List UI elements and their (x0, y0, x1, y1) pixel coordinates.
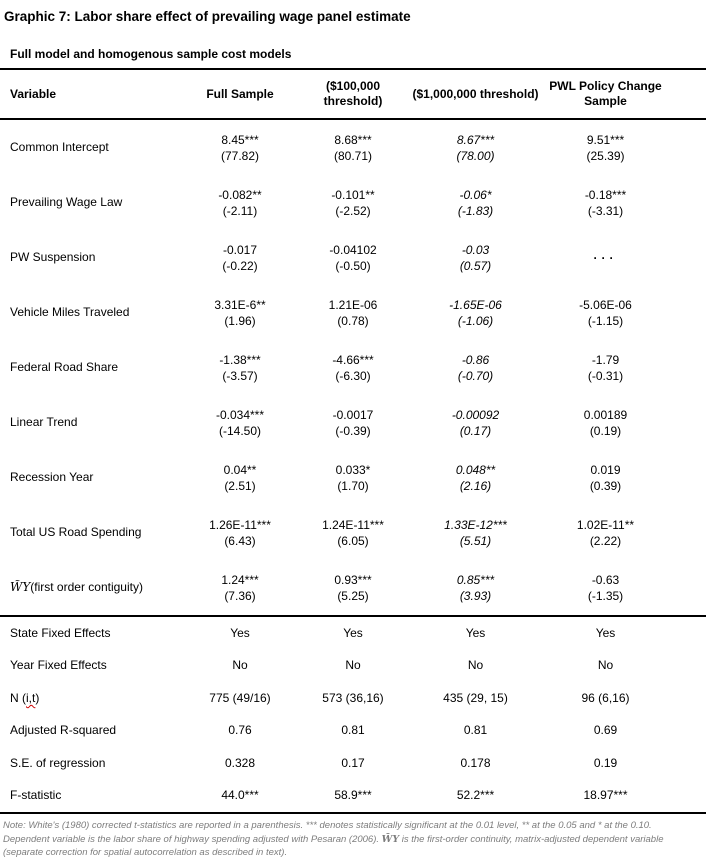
summary-value: 0.17 (341, 755, 365, 770)
summary-label (0, 691, 182, 706)
note-line-2-text: is the first-order continuity, matrix-adjusted dependent variable (399, 833, 664, 845)
coefficient-value: -5.06E-06 (579, 297, 632, 312)
summary-value: Yes (595, 625, 616, 640)
coefficient-value: -4.66*** (332, 352, 374, 367)
t-statistic-value: (6.05) (337, 533, 369, 548)
t-statistic-value: (0.17) (459, 423, 492, 438)
summary-label: State Fixed Effects (10, 625, 111, 640)
coefficient-value: 8.68*** (334, 132, 372, 147)
coefficient-value: -0.04102 (329, 242, 377, 257)
coefficient-value: -0.06* (459, 187, 492, 202)
t-statistic-value: (-3.57) (222, 368, 258, 383)
estimate-cell (298, 560, 408, 615)
t-statistic-value: (-0.70) (457, 368, 494, 383)
t-statistic-value: (-6.30) (335, 368, 371, 383)
t-statistic-value: (-3.31) (587, 203, 624, 218)
note-line-2-text: Dependent variable is the labor share of highway spending adjusted with Pesaran (2006). (3, 833, 382, 845)
table-note (0, 819, 706, 860)
summary-row-adjusted-r-squared (0, 715, 706, 748)
coefficient-value: -0.63 (591, 572, 620, 587)
coefficient-value: 3.31E-6** (214, 297, 266, 312)
estimate-cell (182, 285, 298, 340)
summary-value: Yes (343, 625, 363, 640)
t-statistic-value: (0.57) (459, 258, 492, 273)
coefficient-value: 1.26E-11*** (209, 517, 271, 532)
estimate-cell (543, 450, 706, 505)
estimate-cell (543, 340, 706, 395)
t-statistic-value: (80.71) (333, 148, 373, 163)
summary-value: 58.9*** (334, 788, 372, 803)
t-statistic-value: (2.16) (459, 478, 492, 493)
summary-value: 573 (36,16) (322, 690, 384, 705)
estimate-cell (182, 340, 298, 395)
t-statistic-value: (1.96) (224, 313, 256, 328)
estimate-cell (408, 120, 543, 175)
t-statistic-value: (3.93) (459, 588, 492, 603)
coefficient-value: 0.00189 (583, 407, 628, 422)
t-statistic-value: (0.39) (589, 478, 622, 493)
t-statistic-value: (6.43) (224, 533, 256, 548)
col-header-1m-threshold: ($1,000,000 threshold) (412, 86, 539, 101)
summary-value: 0.76 (228, 723, 252, 738)
coefficient-value: -0.00092 (451, 407, 500, 422)
variable-label-text: (first order contiguity) (30, 580, 143, 594)
coefficient-value: -0.101** (331, 187, 375, 202)
table-row-linear-trend (0, 395, 706, 450)
estimate-cell (298, 285, 408, 340)
variable-label: Federal Road Share (10, 360, 119, 374)
estimate-cell (408, 450, 543, 505)
coefficient-value: 8.45*** (221, 132, 259, 147)
estimate-cell (182, 505, 298, 560)
coefficient-value: -0.03 (461, 242, 490, 257)
coefficient-value: 0.93*** (334, 572, 372, 587)
coefficient-value: -0.18*** (584, 187, 627, 202)
coefficient-value: 0.04** (223, 462, 257, 477)
table-row-total-us-road-spending (0, 505, 706, 560)
coefficient-value: 9.51*** (586, 132, 625, 147)
variable-label: Total US Road Spending (10, 525, 142, 539)
estimate-cell (182, 450, 298, 505)
bottom-rule (0, 812, 706, 814)
estimate-cell (543, 560, 706, 615)
estimate-cell (298, 230, 408, 285)
t-statistic-value: (-14.50) (218, 423, 262, 438)
wy-math-symbol: W̃Y (10, 580, 31, 594)
table-row-recession-year (0, 450, 706, 505)
summary-value: No (597, 658, 614, 673)
t-statistic-value: (1.70) (337, 478, 369, 493)
t-statistic-value: (25.39) (586, 148, 625, 163)
t-statistic-value: (-0.39) (335, 423, 371, 438)
col-header-full-sample: Full Sample (206, 86, 274, 101)
summary-label: Adjusted R-squared (10, 723, 117, 738)
table-row-vehicle-miles-traveled (0, 285, 706, 340)
variable-label: Linear Trend (10, 415, 78, 429)
summary-row-se-of-regression (0, 747, 706, 780)
summary-value: No (345, 658, 361, 673)
estimate-cell (543, 120, 706, 175)
coefficient-value: 0.033* (335, 462, 371, 477)
summary-label: Year Fixed Effects (10, 658, 107, 673)
estimate-cell (408, 175, 543, 230)
coefficient-value: 8.67*** (456, 132, 495, 147)
summary-value: 0.81 (463, 723, 488, 738)
estimate-cell (543, 175, 706, 230)
n-label-prefix: N ( (10, 690, 26, 705)
summary-label: S.E. of regression (10, 755, 106, 770)
summary-value: 52.2*** (456, 788, 495, 803)
col-header-100k-threshold: ($100,000 threshold) (323, 79, 383, 108)
coefficient-value: 1.24E-11*** (322, 517, 384, 532)
coefficient-value: -0.017 (222, 242, 258, 257)
t-statistic-value: (-1.83) (457, 203, 494, 218)
summary-row-state-fixed-effects (0, 617, 706, 650)
estimate-cell (298, 450, 408, 505)
estimate-cell (182, 175, 298, 230)
t-statistic-value: (-0.31) (587, 368, 624, 383)
estimate-cell (543, 395, 706, 450)
estimate-cell (182, 395, 298, 450)
estimate-cell (182, 230, 298, 285)
summary-row-f-statistic (0, 780, 706, 813)
t-statistic-value: (-2.52) (335, 203, 371, 218)
coefficient-value: 1.33E-12*** (444, 517, 507, 532)
t-statistic-value: (0.78) (337, 313, 369, 328)
table-subtitle: Full model and homogenous sample cost models (10, 47, 292, 61)
estimate-cell (408, 505, 543, 560)
t-statistic-value: (-1.35) (587, 588, 624, 603)
estimate-cell (298, 175, 408, 230)
summary-value: 0.81 (341, 723, 365, 738)
omitted-value-dots: ··· (593, 250, 618, 265)
t-statistic-value: (5.25) (337, 588, 369, 603)
summary-value: 435 (29, 15) (443, 690, 508, 705)
coefficient-value: -0.082** (218, 187, 262, 202)
coefficient-value: -1.79 (591, 352, 620, 367)
variable-label: Common Intercept (10, 140, 109, 154)
col-header-variable: Variable (10, 86, 57, 101)
wy-math-symbol: W̄Y (381, 833, 400, 845)
estimate-cell (298, 340, 408, 395)
summary-label: F-statistic (10, 788, 62, 803)
t-statistic-value: (-2.11) (222, 203, 258, 218)
t-statistic-value: (7.36) (224, 588, 256, 603)
summary-value: 0.19 (593, 755, 618, 770)
estimate-cell (408, 285, 543, 340)
coefficient-value: 0.85*** (456, 572, 495, 587)
coefficient-value: 1.21E-06 (328, 297, 378, 312)
summary-value: 96 (6,16) (581, 690, 630, 705)
summary-value: No (232, 658, 248, 673)
variable-label: Prevailing Wage Law (10, 195, 123, 209)
summary-value: No (467, 658, 484, 673)
estimate-cell (408, 340, 543, 395)
summary-value: 44.0*** (221, 788, 259, 803)
summary-value: 0.328 (224, 755, 256, 770)
n-label-spellcheck: i,t (26, 690, 36, 705)
variable-label: PW Suspension (10, 250, 96, 264)
coefficient-value: -1.38*** (219, 352, 261, 367)
variable-label: Recession Year (10, 470, 94, 484)
coefficient-value: 1.02E-11** (576, 517, 635, 532)
t-statistic-value: (-1.15) (587, 313, 624, 328)
t-statistic-value: (0.19) (589, 423, 622, 438)
coefficient-value: -0.0017 (332, 407, 374, 422)
coefficient-value: 0.019 (590, 462, 621, 477)
summary-value: 18.97*** (583, 788, 628, 803)
table-row-federal-road-share (0, 340, 706, 395)
coefficient-value: 1.24*** (221, 572, 259, 587)
summary-value: 775 (49/16) (209, 690, 271, 705)
note-line-3: (separate correction for spatial autocorrelation as described in text). (3, 847, 288, 858)
table-row-pw-suspension (0, 230, 706, 285)
coefficient-value: -1.65E-06 (449, 297, 502, 312)
summary-row-n (0, 682, 706, 715)
coefficient-value: -0.86 (461, 352, 490, 367)
variable-label: Vehicle Miles Traveled (10, 305, 130, 319)
t-statistic-value: (2.51) (224, 478, 256, 493)
estimate-cell (298, 505, 408, 560)
col-header-pwl-policy-change: PWL Policy Change Sample (549, 79, 662, 108)
estimate-cell (298, 120, 408, 175)
header-row (0, 70, 706, 118)
estimate-cell (408, 560, 543, 615)
n-label-suffix: ) (35, 690, 40, 705)
t-statistic-value: (-0.22) (222, 258, 258, 273)
summary-value: Yes (465, 625, 486, 640)
table-row-prevailing-wage-law (0, 175, 706, 230)
variable-label (0, 580, 182, 595)
estimate-cell (298, 395, 408, 450)
graphic-title: Graphic 7: Labor share effect of prevailing wage panel estimate (4, 9, 411, 24)
note-line-2 (3, 833, 706, 847)
t-statistic-value: (-0.50) (335, 258, 371, 273)
summary-row-year-fixed-effects (0, 650, 706, 683)
table-row-wy-contiguity (0, 560, 706, 615)
estimate-cell (543, 505, 706, 560)
estimate-cell (408, 395, 543, 450)
estimate-cell (182, 560, 298, 615)
t-statistic-value: (78.00) (456, 148, 495, 163)
table-row-common-intercept (0, 120, 706, 175)
t-statistic-value: (2.22) (589, 533, 622, 548)
estimate-cell (543, 285, 706, 340)
summary-value: 0.69 (593, 723, 618, 738)
estimate-cell-omitted (543, 230, 706, 285)
note-line-1: Note: White's (1980) corrected t-statistics are reported in a parenthesis. *** denotes statistically significant at the 0.01 level, ** at the 0.05 and * at the 0.10. (3, 820, 652, 831)
t-statistic-value: (-1.06) (457, 313, 494, 328)
estimate-cell (408, 230, 543, 285)
coefficient-value: 0.048** (455, 462, 496, 477)
summary-value: Yes (230, 625, 250, 640)
estimate-cell (182, 120, 298, 175)
t-statistic-value: (77.82) (220, 148, 260, 163)
summary-value: 0.178 (460, 755, 491, 770)
coefficient-value: -0.034*** (215, 407, 265, 422)
t-statistic-value: (5.51) (459, 533, 492, 548)
